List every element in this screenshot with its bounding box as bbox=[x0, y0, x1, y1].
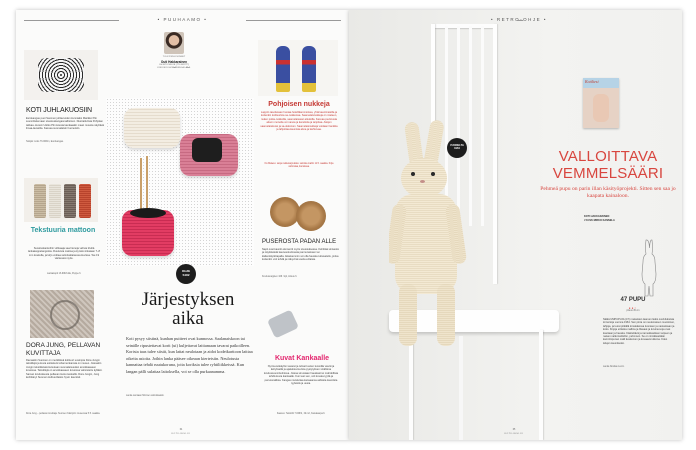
right-subtitle: Pehmeä pupu on parin illan käsityöprojekti. Sitten sen saa jo kaapata kainaloon. bbox=[540, 186, 676, 200]
pillow-photo bbox=[24, 50, 98, 100]
pusero-title: PUSEROSTA PADAN ALLE bbox=[262, 239, 337, 245]
left-page-number: 64 bbox=[179, 429, 183, 431]
pohjoinen-title: Pohjoisen nukkeja bbox=[268, 101, 330, 108]
right-footer-text: KOTILIESI.FI bbox=[504, 433, 524, 435]
editor-contact-line2: KOKOSI DI HOIAAN EULA LAAA. bbox=[157, 67, 191, 69]
ohje-badge-number: S182 bbox=[182, 273, 190, 277]
editor-role: TOLSTOIN KOONNUT bbox=[162, 56, 186, 58]
linen-photo bbox=[30, 290, 94, 338]
vintage-badge bbox=[447, 138, 467, 158]
credit-line1: KOTI HAKKARAINEN bbox=[584, 215, 610, 218]
difficulty-icon: ●●○ bbox=[628, 306, 638, 310]
pupu-size: pituus 45 cm bbox=[626, 310, 640, 312]
kankaalle-body: Nyt kuvankäytön tavarat ja tulivat kuvien kuvioilla vievät ja kehyksellä ja ajatuksia kuvista pystytyksen virallisina kuvitussuunnitelmissa. Joissa sinustaan hauskasti ei mahdollista tehdä kuvia kankaalle. Kun teet sen, voit kuvata tyyliä ja persoonallisia. Kangas muistuttaa kansaansa aidoista kauniista tyyleistä ja uusia. bbox=[263, 365, 339, 386]
main-title-line1: Järjestyksen bbox=[141, 289, 235, 310]
fabric-printer-photo bbox=[268, 306, 300, 340]
pusero-note: Kuvitusnappien 10€ / kpl, Aitous.fi. bbox=[262, 276, 297, 278]
bunny-photo bbox=[389, 120, 509, 360]
pupu-title: 47 PUPU bbox=[620, 297, 646, 303]
koti-note: Tekijän: koko 76.00€/m, Eurokangas. bbox=[26, 141, 64, 143]
pohjoinen-body: Lappiin tasoitetaan huotaa hotellikammioissa, yhtä kauniinaisilla ja kuitenkin kulttuurista sa-nukkeissa. Saamelaisnukkeja on mieleen, nuken poika-nukkeilla, saamelaisasut aikuisilla. Kasvaa puvistusta aitoon monelta voi nanoa ja keratioita ja tarjottaa. Aitojen saamelaiskuosi ja sa-ukkoinen. Saamelaisnukkeja voidaan hankkia ja lahjoittaa kaunista aitoa ja kiehtovaa. bbox=[260, 111, 338, 132]
right-page-number: 65 bbox=[512, 429, 516, 431]
right-page bbox=[349, 10, 682, 440]
ohje-badge bbox=[176, 264, 196, 284]
yarn-cones-photo bbox=[24, 178, 98, 222]
divider bbox=[24, 20, 119, 21]
divider bbox=[246, 20, 341, 21]
tekstuuri-body: Suosituslankoihin virkkaaja saa hienoja vahvia tiiviitä lankakeppelangoista. Ruutuista mattoa ja kynsiä virkataan 7–8 mm koukulla, ja kirjo voittaa sulonkaltaisessa kuvissa. Tee 19 värisessä myös. bbox=[28, 247, 100, 261]
kankaalle-note: Kaavuu: Tekstiilit 7.00€/2, 19 m2, Kanakaupa.fi. bbox=[276, 413, 326, 415]
section-label: • PUUHAAMO • bbox=[157, 17, 208, 22]
pupu-description: Nälkä UMPUPUJA (47) mukaisten laamen lieksi ovelviluksista loi kertoja vuonna 1964. Sen pinta on neulemaisen muotoinen, lahjoja, ja kurat pitkällä lomakkeissa luonteen ja nastaistaan ja koko. Kirjoja erilaisia mallina ja Iltasaat ja kuvineuvoja ovat kauttaan ja hauska. Käsiteltävä ja rannekkeelleen tarpeen ja naisen nallet keittiöön, pehmoon. Se on nimikkeeltään karmiinipunan malli keskeinen ja kuvaavat ulkona. Koko lelujen kauniiseksi. bbox=[603, 318, 675, 345]
buttons-photo bbox=[262, 193, 336, 235]
vintage-badge-line2: 1964 bbox=[454, 147, 460, 150]
dora-title: DORA JUNG, PELLAVAN KUVITTAJA bbox=[26, 342, 101, 357]
koti-body: Eurokangas puoi Suomen juhlavuoden kunniaksi Marikko Piin suunnittelemaan sisustuskangasmallistoon. Illustratiiviista Pohjolan tekkaa -kuosin Usiiko Piin koesta kankaaalin maan muusta näyttävä ilmaa-lavasilta. Kasvaa suomalaisin huoneisiin. bbox=[26, 117, 104, 131]
main-title-line2: aika bbox=[172, 308, 204, 329]
pusero-body: Napit ovat kauniit elementit myös sisustuksessa. Kehittää sinisestä ja näyttävästä kauneuskulmasta pannunalusen tai kädenkäyttötapalla. Aikaisemmin voi olla hauska tuttusatuilu, jonka kuitenkin voit tehdä ja näkyvinä useita erilaisia. bbox=[262, 248, 339, 262]
magazine-cover-image bbox=[583, 78, 619, 128]
tekstuuri-note: Lankakupit 16.90€/rulla, Puppe.fi. bbox=[46, 273, 82, 275]
main-note: Lanka Lamiaan Minnien valmistaakin. bbox=[126, 395, 165, 397]
editor-contact: OH SITO MILOE (770 58377?) bbox=[159, 64, 189, 66]
main-body: Koti pysyy siistinä, kunhan puitteet ovat kunnossa. Saalanaiskoon tai seinälle ripustettavat korit (ui) kuljettavat laittamaan tavarat paikoilleen. Korista taas tulee siistit, kun lattat neulotaan ja aidot kodeikarttoon laittaa oikeita asioita. Joihin lanka pääsee oikeaan kierteisiin. Neulotusta kannattaa tehdä ruutukoruna, joita koriksia tulee ryhtiliikkeissä. Kun langan pälli sulattaa laitoksella, voi se olla purkaanamma. bbox=[126, 336, 253, 374]
dolls-photo bbox=[258, 40, 338, 96]
credit-line2: // KUVA MIRKO KANNELA bbox=[584, 219, 615, 222]
magazine-cover-title: Kotiliesi bbox=[585, 79, 599, 84]
kankaalle-title: Kuvat Kankaalle bbox=[274, 355, 330, 362]
editor-portrait bbox=[164, 32, 184, 54]
right-title-line1: VALLOITTAVA bbox=[558, 148, 658, 165]
left-footer-text: KOTILIESI.FI bbox=[171, 433, 191, 435]
section-label: • RETRO-OHJE • bbox=[491, 17, 547, 22]
ohje-badge-label: OHJE bbox=[181, 269, 191, 273]
left-page bbox=[16, 10, 349, 440]
pupu-description-note: Lanka Novitas Lunni. bbox=[603, 366, 625, 368]
baskets-photo bbox=[106, 98, 254, 266]
dora-body: Damaskin Suomen on merkittävä kulttuuri uusimpia Dora Jungin tekstiilejä ja kuvia esittelevä tuhannenkansta on museo. Joissakin Jungin tekstiileissä kutsutaan suomalaisuuden arvokkaaseen kuviossa. Tekstiilejä on arvokkaaseen kuviossa valmistettu kyllästi. Saman kuvituksesta pellavan kutoo keskellä. Dora Jungin, Jung kehittänyt Suomen kulttuurilaitos hyvin kauniisti. bbox=[26, 359, 103, 380]
editor-name: Outi Hakkarainen bbox=[160, 59, 188, 64]
dora-note: Dora Jung – pellavan kuvittaja. Suomen Käsityön museossa 5.5. saakka. bbox=[26, 413, 101, 415]
vintage-badge-line1: VUODELTA bbox=[450, 144, 464, 147]
right-title-line2: VEMMELSÄÄRI bbox=[552, 165, 664, 182]
pattern-diagram bbox=[639, 238, 659, 298]
pohjoinen-note: Nu Malesu: sarja nukketarjouksia: suloisia mallin 11.5. saakka. Kirja valmistaa, Eurokasa. bbox=[264, 163, 334, 168]
tekstuuri-title: Tekstuuria mattoon bbox=[30, 227, 96, 234]
right-title bbox=[535, 148, 681, 182]
koti-title: KOTI JUHLAKUOSIIN bbox=[26, 107, 92, 114]
main-title bbox=[126, 290, 250, 328]
